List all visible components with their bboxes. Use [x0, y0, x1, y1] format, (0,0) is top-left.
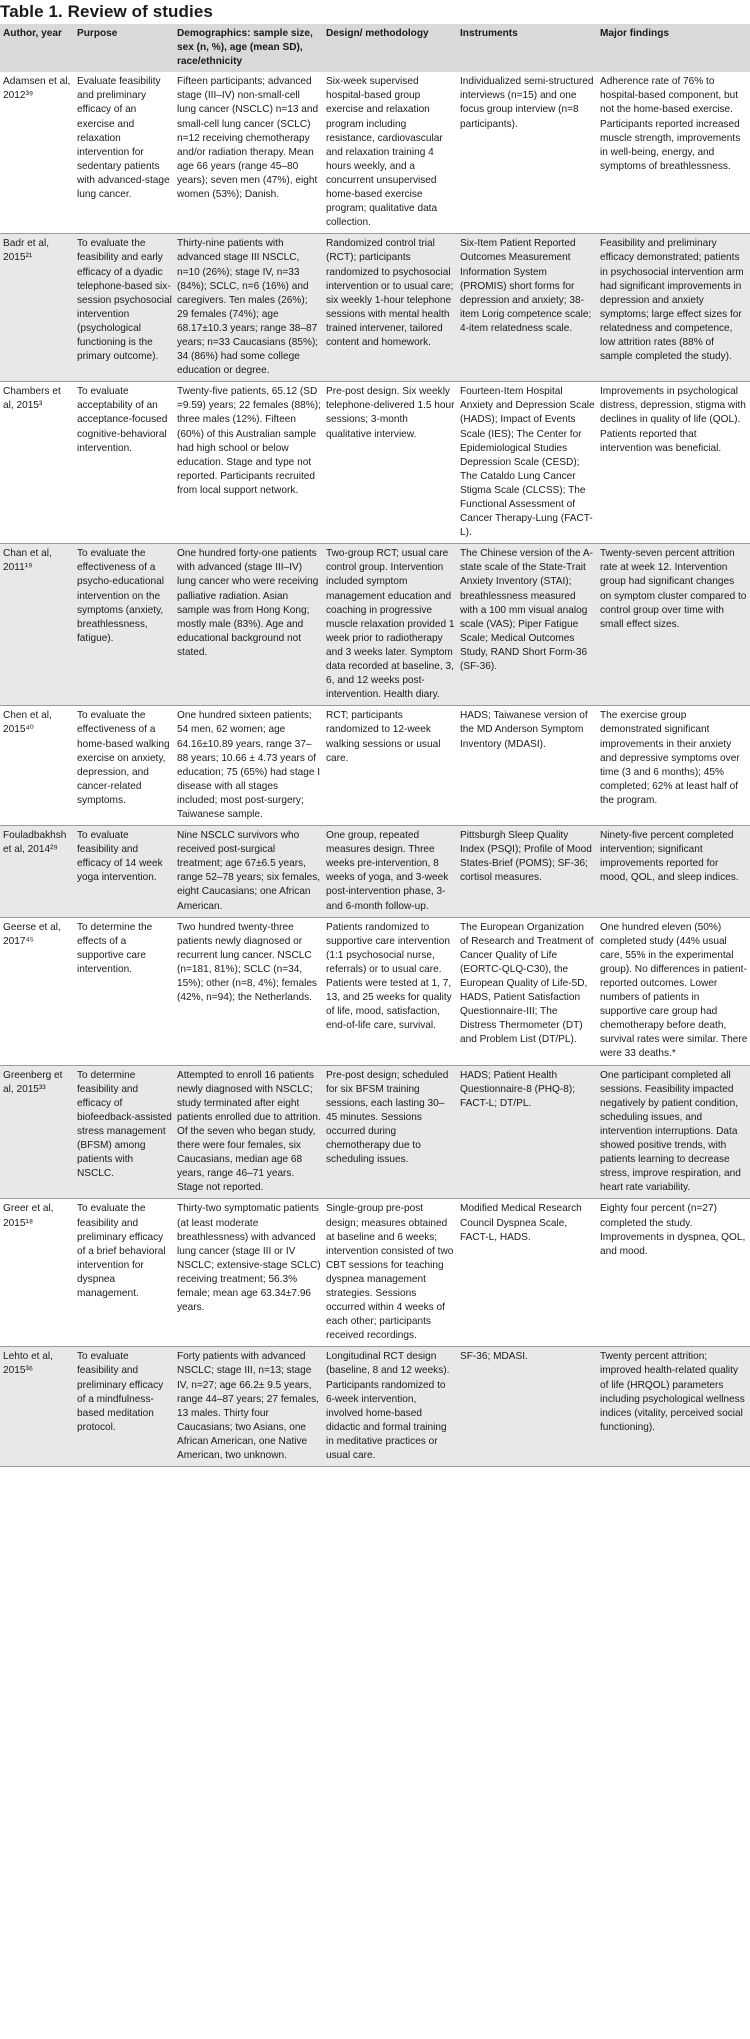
cell-purpose: To evaluate the effectiveness of a psycho-educational intervention on the symptoms (anxiety, breathlessness, fatigue). [74, 544, 174, 706]
cell-design: RCT; participants randomized to 12-week walking sessions or usual care. [323, 706, 457, 826]
cell-design: Six-week supervised hospital-based group exercise and relaxation program including resistance, cardiovascular and relaxation training 4 hours weekly, and a concurrent unsupervised home-based exercise program; qualitative data collection. [323, 72, 457, 234]
table-row [0, 234, 750, 382]
cell-purpose: Evaluate feasibility and preliminary efficacy of an exercise and relaxation intervention for sedentary patients with advanced-stage lung cancer. [74, 72, 174, 234]
cell-design: Two-group RCT; usual care control group. Intervention included symptom management education and coaching in progressive muscle relaxation provided 1 week prior to radiotherapy and 3 weeks later. Symptom data recorded at baseline, 3, 6, and 12 weeks post-intervention. Health diary. [323, 544, 457, 706]
table-row [0, 706, 750, 826]
cell-author: Badr et al, 2015²¹ [0, 234, 74, 382]
cell-demographics: Fifteen participants; advanced stage (III–IV) non-small-cell lung cancer (NSCLC) n=13 and small-cell lung cancer (SCLC) n=12 receiving chemotherapy and/or radiation therapy. Mean age 66 years (range 45–80 years); seven men (47%), eight women (53%); Danish. [174, 72, 323, 234]
table-row [0, 917, 750, 1065]
header-author: Author, year [0, 24, 74, 72]
cell-instruments: The Chinese version of the A-state scale of the State-Trait Anxiety Inventory (STAI); breathlessness measured with a 100 mm visual analog scale (VAS); Piper Fatigue Scale; Medical Outcomes Study, RAND Short Form-36 (SF-36). [457, 544, 597, 706]
cell-purpose: To determine feasibility and efficacy of biofeedback-assisted stress management (BFSM) among patients with NSCLC. [74, 1065, 174, 1199]
header-instruments: Instruments [457, 24, 597, 72]
cell-design: Longitudinal RCT design (baseline, 8 and 12 weeks). Participants randomized to 6-week intervention, involved home-based didactic and formal training in meditative practices or usual care. [323, 1347, 457, 1467]
cell-demographics: Two hundred twenty-three patients newly diagnosed or recurrent lung cancer. NSCLC (n=181, 81%); SCLC (n=34, 15%); other (n=8, 4%); females (42%, n=94); the Netherlands. [174, 917, 323, 1065]
cell-instruments: SF-36; MDASI. [457, 1347, 597, 1467]
cell-findings: Twenty percent attrition; improved health-related quality of life (HRQOL) parameters including psychological wellness indices (vitality, perceived social functioning). [597, 1347, 750, 1467]
cell-instruments: The European Organization of Research and Treatment of Cancer Quality of Life (EORTC-QLQ-C30), the European Quality of Life-5D, HADS, Patient Satisfaction Questionnaire-III; The Distress Thermometer (DT) and Problem List (DT/PL). [457, 917, 597, 1065]
table-title: Table 1. Review of studies [0, 2, 213, 21]
cell-design: Randomized control trial (RCT); participants randomized to psychosocial intervention or to usual care; six weekly 1-hour telephone sessions with mental health trained intervener, tailored content and homework. [323, 234, 457, 382]
table-row [0, 72, 750, 234]
cell-design: Single-group pre-post design; measures obtained at baseline and 6 weeks; intervention consisted of two CBT sessions for teaching dyspnea management strategies. Sessions occurred within 4 weeks of each other; participants received recordings. [323, 1199, 457, 1347]
cell-design: Patients randomized to supportive care intervention (1:1 psychosocial nurse, referrals) or to usual care. Patients were tested at 1, 7, 13, and 25 weeks for quality of life, mood, satisfaction, end-of-life care, survival. [323, 917, 457, 1065]
cell-author: Greenberg et al, 2015³³ [0, 1065, 74, 1199]
cell-findings: Ninety-five percent completed intervention; significant improvements reported for mood, QOL, and sleep indices. [597, 826, 750, 918]
table-header [0, 24, 750, 72]
cell-demographics: Thirty-nine patients with advanced stage III NSCLC, n=10 (26%); stage IV, n=33 (84%); SCLC, n=6 (16%) and caregivers. Ten males (26%); 29 females (74%); age 68.17±10.3 years; range 38–87 years; n=33 Caucasians (85%); 34 (86%) had some college education or degree. [174, 234, 323, 382]
cell-findings: Twenty-seven percent attrition rate at week 12. Intervention group had significant changes on symptom cluster compared to control group over time with small effect sizes. [597, 544, 750, 706]
cell-purpose: To evaluate the effectiveness of a home-based walking exercise on anxiety, depression, and cancer-related symptoms. [74, 706, 174, 826]
cell-demographics: Twenty-five patients, 65.12 (SD =9.59) years; 22 females (88%); three males (12%). Fifteen (60%) of this Australian sample had high school or below education. Stage and type not reported. Participants recruited from local support network. [174, 382, 323, 544]
cell-purpose: To evaluate feasibility and efficacy of 14 week yoga intervention. [74, 826, 174, 918]
cell-findings: Improvements in psychological distress, depression, stigma with declines in quality of life (QOL). Patients reported that intervention was beneficial. [597, 382, 750, 544]
cell-author: Adamsen et al, 2012³⁹ [0, 72, 74, 234]
cell-design: Pre-post design. Six weekly telephone-delivered 1.5 hour sessions; 3-month qualitative interview. [323, 382, 457, 544]
table-body [0, 72, 750, 1466]
cell-instruments: Pittsburgh Sleep Quality Index (PSQI); Profile of Mood States-Brief (POMS); SF-36; cortisol measures. [457, 826, 597, 918]
cell-author: Geerse et al, 2017⁴⁵ [0, 917, 74, 1065]
cell-purpose: To evaluate the feasibility and preliminary efficacy of a brief behavioral intervention for dyspnea management. [74, 1199, 174, 1347]
cell-design: One group, repeated measures design. Three weeks pre-intervention, 8 weeks of yoga, and 3-week post-intervention phase, 3- and 6-month follow-up. [323, 826, 457, 918]
review-table [0, 24, 750, 1467]
cell-instruments: Individualized semi-structured interviews (n=15) and one focus group interview (n=8 participants). [457, 72, 597, 234]
table-row [0, 1347, 750, 1467]
table-row [0, 826, 750, 918]
cell-findings: One hundred eleven (50%) completed study (44% usual care, 55% in the experimental group). No differences in patient-reported outcomes. Lower numbers of patients in supportive care group had chemotherapy before death, survival rates were similar. There were 33 deaths.* [597, 917, 750, 1065]
header-purpose: Purpose [74, 24, 174, 72]
cell-instruments: Modified Medical Research Council Dyspnea Scale, FACT-L, HADS. [457, 1199, 597, 1347]
cell-demographics: Forty patients with advanced NSCLC; stage III, n=13; stage IV, n=27; age 66.2± 9.5 years, range 44–87 years; 27 females, 13 males. Thirty four Caucasians; two Asians, one African American, one Native American, two unknown. [174, 1347, 323, 1467]
cell-instruments: Fourteen-Item Hospital Anxiety and Depression Scale (HADS); Impact of Events Scale (IES); The Center for Epidemiological Studies Depression Scale (CESD); The Cataldo Lung Cancer Stigma Scale (CLCSS); The Functional Assessment of Cancer Therapy-Lung (FACT-L). [457, 382, 597, 544]
cell-purpose: To evaluate the feasibility and early efficacy of a dyadic telephone-based six-session psychosocial intervention (psychological functioning is the primary outcome). [74, 234, 174, 382]
cell-author: Fouladbakhsh et al, 2014²⁹ [0, 826, 74, 918]
cell-demographics: One hundred sixteen patients; 54 men, 62 women; age 64.16±10.89 years, range 37–88 years; 10.66 ± 4.73 years of education; 75 (65%) had stage I disease with all stages included; most post-surgery; Taiwanese sample. [174, 706, 323, 826]
cell-findings: Eighty four percent (n=27) completed the study. Improvements in dyspnea, QOL, and mood. [597, 1199, 750, 1347]
header-demographics: Demographics: sample size, sex (n, %), age (mean SD), race/ethnicity [174, 24, 323, 72]
cell-findings: The exercise group demonstrated significant improvements in their anxiety and depressive symptoms over time (3 and 6 months); 45% completed; 62% at least half of the program. [597, 706, 750, 826]
table-row [0, 1065, 750, 1199]
cell-purpose: To evaluate feasibility and preliminary efficacy of a mindfulness-based meditation protocol. [74, 1347, 174, 1467]
cell-findings: Adherence rate of 76% to hospital-based component, but not the home-based exercise. Participants reported increased muscle strength, improvements in well-being, energy, and symptoms of breathlessness. [597, 72, 750, 234]
table-row [0, 544, 750, 706]
cell-author: Chambers et al, 2015³ [0, 382, 74, 544]
cell-design: Pre-post design; scheduled for six BFSM training sessions, each lasting 30–45 minutes. Sessions occurred during chemotherapy due to scheduling issues. [323, 1065, 457, 1199]
cell-findings: Feasibility and preliminary efficacy demonstrated; patients in psychosocial intervention arm had significant improvements in depression and anxiety symptoms; large effect sizes for relatedness and competence, low attrition rates (88% of sample completed the study). [597, 234, 750, 382]
header-design: Design/ methodology [323, 24, 457, 72]
cell-purpose: To evaluate acceptability of an acceptance-focused cognitive-behavioral intervention. [74, 382, 174, 544]
cell-demographics: One hundred forty-one patients with advanced (stage III–IV) lung cancer who were receiving palliative radiation. Asian sample was from Hong Kong; mostly male (83%). Age and educational background not stated. [174, 544, 323, 706]
cell-author: Lehto et al, 2015³⁶ [0, 1347, 74, 1467]
table-row [0, 382, 750, 544]
table-row [0, 1199, 750, 1347]
cell-instruments: Six-Item Patient Reported Outcomes Measurement Information System (PROMIS) short forms for depression and anxiety; 38-item Lorig competence scale; 4-item relatedness scale. [457, 234, 597, 382]
cell-author: Chen et al, 2015⁴⁰ [0, 706, 74, 826]
cell-purpose: To determine the effects of a supportive care intervention. [74, 917, 174, 1065]
cell-instruments: HADS; Taiwanese version of the MD Anderson Symptom Inventory (MDASI). [457, 706, 597, 826]
cell-author: Chan et al, 2011¹⁹ [0, 544, 74, 706]
cell-findings: One participant completed all sessions. Feasibility impacted negatively by patient condition, scheduling issues, and intervention interruptions. Data showed positive trends, with patients learning to decrease stress, improve respiration, and heart rate variability. [597, 1065, 750, 1199]
cell-demographics: Attempted to enroll 16 patients newly diagnosed with NSCLC; study terminated after eight patients enrolled due to attrition. Of the seven who began study, there were four females, six Caucasians, median age 68 years, range 46–71 years. Stage not reported. [174, 1065, 323, 1199]
cell-author: Greer et al, 2015¹⁸ [0, 1199, 74, 1347]
header-row [0, 24, 750, 72]
cell-demographics: Thirty-two symptomatic patients (at least moderate breathlessness) with advanced lung cancer (stage III or IV NSCLC; extensive-stage SCLC) receiving treatment; 56.3% female; mean age 63.34±7.96 years. [174, 1199, 323, 1347]
cell-instruments: HADS; Patient Health Questionnaire-8 (PHQ-8); FACT-L; DT/PL. [457, 1065, 597, 1199]
cell-demographics: Nine NSCLC survivors who received post-surgical treatment; age 67±6.5 years, range 52–78 years; six females, eight Caucasians; one African American. [174, 826, 323, 918]
header-findings: Major findings [597, 24, 750, 72]
